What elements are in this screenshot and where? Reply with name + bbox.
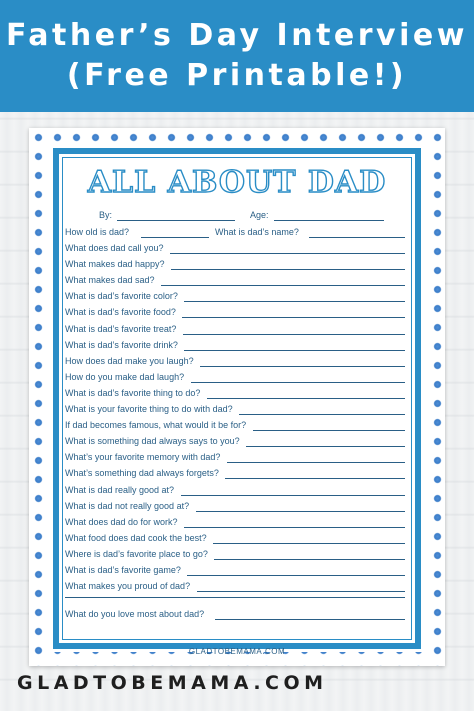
question-name: What is dad’s name? <box>215 227 299 237</box>
question-text: What does dad do for work? <box>65 516 178 527</box>
answer-line <box>196 511 405 512</box>
question-text: What makes dad sad? <box>65 275 155 286</box>
question-row <box>65 565 405 577</box>
answer-line <box>182 317 405 318</box>
answer-line <box>181 495 405 496</box>
question-text: How do you make dad laugh? <box>65 371 185 382</box>
question-row <box>65 501 405 513</box>
question-row <box>65 533 405 545</box>
question-row <box>65 356 405 368</box>
question-row <box>65 340 405 352</box>
answer-line <box>213 543 405 544</box>
question-text: What is something dad always says to you? <box>65 436 240 447</box>
answer-line <box>184 350 405 351</box>
question-row <box>65 485 405 497</box>
age-blank <box>274 220 384 221</box>
question-row <box>65 420 405 432</box>
answer-line <box>225 478 405 479</box>
banner-title-line1: Father’s Day Interview <box>6 18 468 53</box>
last-question-row <box>65 609 405 621</box>
question-row <box>65 307 405 319</box>
sheet-frame <box>53 148 421 649</box>
question-text: What is dad’s favorite drink? <box>65 339 178 350</box>
site-footer: GLADTOBEMAMA.COM <box>17 672 328 694</box>
question-text: What’s your favorite memory with dad? <box>65 452 221 463</box>
question-row <box>65 581 405 593</box>
question-row <box>65 388 405 400</box>
answer-line-love-most <box>215 619 405 620</box>
answer-line <box>239 414 405 415</box>
answer-line <box>246 446 405 447</box>
by-blank <box>117 220 235 221</box>
question-row <box>65 259 405 271</box>
question-text: What does dad call you? <box>65 243 164 253</box>
question-text: What is dad really good at? <box>65 484 175 495</box>
top-banner <box>0 0 474 112</box>
question-text: What is dad’s favorite thing to do? <box>65 387 201 398</box>
answer-line <box>170 253 405 254</box>
question-row <box>65 324 405 336</box>
question-love-most: What do you love most about dad? <box>65 609 205 619</box>
question-row <box>65 549 405 561</box>
answer-line <box>171 269 405 270</box>
answer-line <box>214 559 405 560</box>
question-text: What is your favorite thing to do with dad? <box>65 404 233 414</box>
answer-line-extra <box>65 597 405 598</box>
sheet-footer-url: GLADTOBEMAMA.COM <box>188 647 286 656</box>
question-text: If dad becomes famous, what would it be for? <box>65 420 247 431</box>
answer-line <box>184 301 405 302</box>
question-text: What is dad’s favorite food? <box>65 307 176 318</box>
question-text: What makes dad happy? <box>65 259 165 270</box>
question-row <box>65 372 405 384</box>
answer-line <box>183 334 405 335</box>
banner-title-line2: (Free Printable!) <box>66 58 408 93</box>
question-text: What is dad’s favorite game? <box>65 565 181 575</box>
sheet-title: ALL ABOUT DAD <box>87 165 387 200</box>
question-text: How does dad make you laugh? <box>65 355 194 366</box>
question-text: What makes you proud of dad? <box>65 581 191 592</box>
answer-line-age <box>141 237 209 238</box>
question-text: What’s something dad always forgets? <box>65 468 219 479</box>
answer-line-name <box>309 237 405 238</box>
answer-line <box>184 527 405 528</box>
question-row <box>65 291 405 303</box>
question-text: What is dad not really good at? <box>65 500 190 511</box>
first-question-row <box>65 227 405 239</box>
question-row <box>65 243 405 255</box>
by-label: By: <box>99 210 113 220</box>
question-row <box>65 517 405 529</box>
question-text: What is dad’s favorite color? <box>65 291 178 302</box>
answer-line <box>253 430 405 431</box>
question-row <box>65 468 405 480</box>
answer-line <box>197 591 405 592</box>
question-age: How old is dad? <box>65 227 130 237</box>
answer-line <box>207 398 405 399</box>
answer-line <box>227 462 405 463</box>
question-row <box>65 275 405 287</box>
answer-line <box>191 382 405 383</box>
question-text: What food does dad cook the best? <box>65 532 207 543</box>
question-row <box>65 404 405 416</box>
sheet-frame-outer <box>50 145 424 652</box>
question-row <box>65 436 405 448</box>
question-text: What is dad’s favorite treat? <box>65 323 177 334</box>
question-text: Where is dad’s favorite place to go? <box>65 548 208 559</box>
question-row <box>65 452 405 464</box>
answer-line <box>200 366 405 367</box>
printable-sheet <box>29 128 445 666</box>
answer-line <box>161 285 405 286</box>
age-label: Age: <box>250 210 269 220</box>
answer-line <box>187 575 405 576</box>
